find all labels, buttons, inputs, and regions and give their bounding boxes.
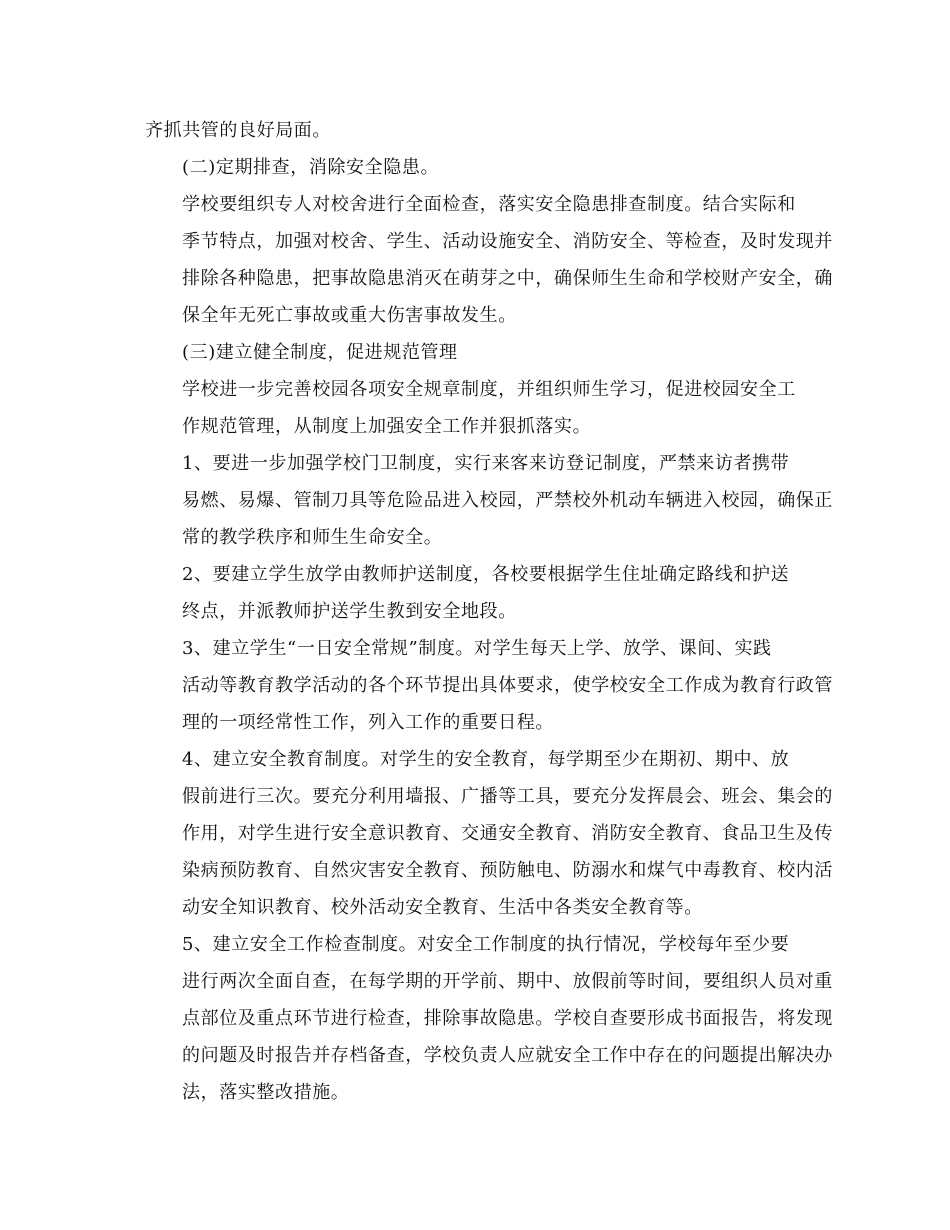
- document-body: [145, 112, 833, 1111]
- text-line: 进行两次全面自查，在每学期的开学前、期中、放假前等时间，要组织人员对重: [182, 971, 833, 992]
- text-line: 排除各种隐患，把事故隐患消灭在萌芽之中，确保师生生命和学校财产安全，确: [182, 268, 833, 289]
- text-line: 常的教学秩序和师生生命安全。: [182, 527, 443, 548]
- text-line: 2、要建立学生放学由教师护送制度，各校要根据学生住址确定路线和护送: [182, 564, 790, 585]
- text-line: 点部位及重点环节进行检查，排除事故隐患。学校自查要形成书面报告，将发现: [182, 1008, 833, 1029]
- paragraph-inspection: [145, 186, 833, 334]
- text-line: 4、建立安全教育制度。对学生的安全教育，每学期至少在期初、期中、放: [182, 749, 790, 770]
- text-line: (二)定期排查，消除安全隐患。: [182, 157, 440, 178]
- list-item-3: [145, 630, 833, 741]
- text-line: 作规范管理，从制度上加强安全工作并狠抓落实。: [182, 416, 592, 437]
- text-line: 动安全知识教育、校外活动安全教育、生活中各类安全教育等。: [182, 897, 703, 918]
- text-line: 5、建立安全工作检查制度。对安全工作制度的执行情况，学校每年至少要: [182, 934, 790, 955]
- text-line: 假前进行三次。要充分利用墙报、广播等工具，要充分发挥晨会、班会、集会的: [182, 786, 833, 807]
- text-line: 法，落实整改措施。: [182, 1082, 350, 1103]
- text-line: 学校进一步完善校园各项安全规章制度，并组织师生学习，促进校园安全工: [182, 379, 796, 400]
- text-line: 学校要组织专人对校舍进行全面检查，落实安全隐患排查制度。结合实际和: [182, 194, 796, 215]
- continuation-paragraph: [145, 112, 805, 149]
- text-line: 1、要进一步加强学校门卫制度，实行来客来访登记制度，严禁来访者携带: [182, 453, 790, 474]
- section-heading-3: [145, 334, 805, 371]
- text-line: 理的一项经常性工作，列入工作的重要日程。: [182, 712, 554, 733]
- list-item-2: [145, 556, 805, 630]
- text-line: 染病预防教育、自然灾害安全教育、预防触电、防溺水和煤气中毒教育、校内活: [182, 860, 833, 881]
- paragraph-rules: [145, 371, 805, 445]
- text-line: 保全年无死亡事故或重大伤害事故发生。: [182, 305, 517, 326]
- text-line: 的问题及时报告并存档备查，学校负责人应就安全工作中存在的问题提出解决办: [182, 1045, 833, 1066]
- text-line: 季节特点，加强对校舍、学生、活动设施安全、消防安全、等检查，及时发现并: [182, 231, 833, 252]
- text-line: 易燃、易爆、管制刀具等危险品进入校园，严禁校外机动车辆进入校园，确保正: [182, 490, 833, 511]
- list-item-4: [145, 741, 833, 926]
- text-line: 齐抓共管的良好局面。: [145, 120, 331, 141]
- list-item-5: [145, 926, 833, 1111]
- text-line: (三)建立健全制度，促进规范管理: [182, 342, 458, 363]
- list-item-1: [145, 445, 833, 556]
- text-line: 终点，并派教师护送学生教到安全地段。: [182, 601, 517, 622]
- text-line: 活动等教育教学活动的各个环节提出具体要求，使学校安全工作成为教育行政管: [182, 675, 833, 696]
- text-line: 3、建立学生“一日安全常规”制度。对学生每天上学、放学、课间、实践: [182, 638, 772, 659]
- section-heading-2: [145, 149, 805, 186]
- text-line: 作用，对学生进行安全意识教育、交通安全教育、消防安全教育、食品卫生及传: [182, 823, 833, 844]
